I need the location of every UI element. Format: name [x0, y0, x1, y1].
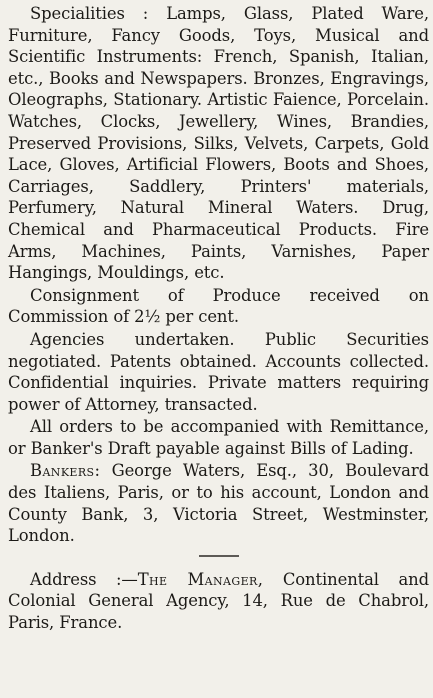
bankers-text: George Waters, Esq., 30, Boulevard des Italiens, Paris, or to his account, London and County Bank, 3, Victoria Street, Westminster, London. [8, 461, 429, 546]
consignment-paragraph: Consignment of Produce received on Commission of 2½ per cent. [8, 285, 429, 327]
specialities-paragraph: Specialities : Lamps, Glass, Plated Ware, Furniture, Fancy Goods, Toys, Musical and Scientific Instruments: French, Spanish, Italian, etc., Books and Newspapers. Bronzes, Engravings, Oleographs, Stationary. Artistic Faience, Porcelain. Watches, Clocks, Jewellery, Wines, Brandies, Preserved Provisions, Silks, Velvets, Carpets, Gold Lace, Gloves, Artificial Flowers, Boots and Shoes, Carriages, Saddlery, Printers' materials, Perfumery, Natural Mineral Waters. Drug, Chemical and Pharmaceutical Products. Fire Arms, Machines, Paints, Varnishes, Paper Hangings, Mouldings, etc. [8, 4, 429, 283]
bankers-label: Bankers: [30, 461, 101, 481]
agencies-paragraph: Agencies undertaken. Public Securities negotiated. Patents obtained. Accounts collected. Confidential inquiries. Private matters requiring power of Attorney, transacted. [8, 329, 429, 414]
address-prefix: Address :— [30, 569, 138, 589]
address-manager: The Manager, [137, 569, 264, 589]
bankers-paragraph [8, 460, 429, 546]
address-paragraph [8, 569, 429, 634]
section-divider [199, 555, 239, 557]
address-text: Continental and Colonial General Agency, 14, Rue de Chabrol, Paris, France. [8, 569, 429, 633]
orders-paragraph: All orders to be accompanied with Remittance, or Banker's Draft payable against Bills of Lading. [8, 417, 429, 458]
